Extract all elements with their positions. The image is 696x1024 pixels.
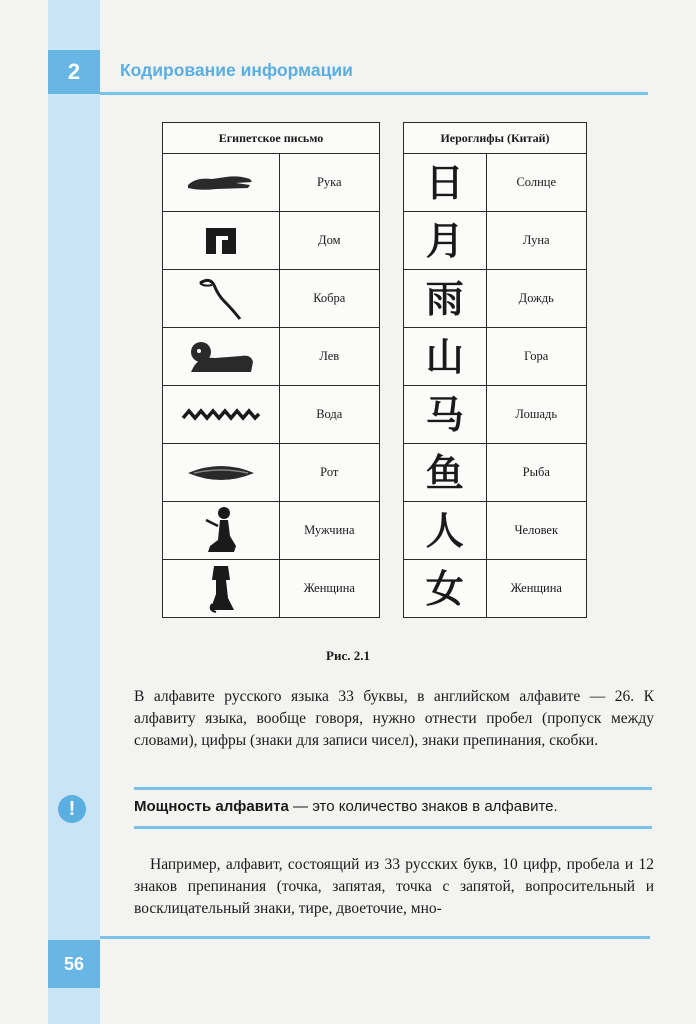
table-cell: Женщина xyxy=(279,560,379,618)
table-cell: Человек xyxy=(486,502,586,560)
hand-hieroglyph-icon xyxy=(163,154,280,212)
definition-text: — это количество знаков в алфавите. xyxy=(288,798,558,815)
definition-block xyxy=(134,798,652,815)
table-row xyxy=(163,328,380,386)
chinese-glyph: 月 xyxy=(404,212,487,270)
definition-top-rule xyxy=(134,787,652,790)
definition-bottom-rule xyxy=(134,826,652,829)
figure-caption: Рис. 2.1 xyxy=(326,648,370,663)
water-hieroglyph-icon xyxy=(163,386,280,444)
table-cell: Рыба xyxy=(486,444,586,502)
chinese-glyph: 人 xyxy=(404,502,487,560)
table-row xyxy=(404,212,587,270)
exclamation-icon: ! xyxy=(58,795,86,823)
table-cell: Солнце xyxy=(486,154,586,212)
chapter-number: 2 xyxy=(48,50,100,94)
table-row xyxy=(404,560,587,618)
table-row xyxy=(404,270,587,328)
table-row xyxy=(163,444,380,502)
chinese-hieroglyphs-table xyxy=(403,122,587,618)
body-paragraph: Например, алфавит, состоящий из 33 русских букв, 10 цифр, пробела и 12 знаков препинания (точка, запятая, точка с запятой, вопросительный и восклицательный знаки, тире, двоеточие, мно- xyxy=(134,856,654,917)
chinese-glyph: 鱼 xyxy=(404,444,487,502)
table-cell: Лошадь xyxy=(486,386,586,444)
chinese-glyph: 日 xyxy=(404,154,487,212)
egypt-table-header: Египетское письмо xyxy=(163,123,380,154)
table-row xyxy=(163,502,380,560)
man-hieroglyph-icon xyxy=(163,502,280,560)
table-row xyxy=(163,154,380,212)
woman-hieroglyph-icon xyxy=(163,560,280,618)
page-sidebar-band xyxy=(48,0,100,1024)
cobra-hieroglyph-icon xyxy=(163,270,280,328)
table-row xyxy=(404,386,587,444)
table-cell: Лев xyxy=(279,328,379,386)
chinese-glyph: 山 xyxy=(404,328,487,386)
footer-rule xyxy=(100,936,650,939)
definition-term: Мощность алфавита xyxy=(134,798,289,815)
table-row xyxy=(404,154,587,212)
body-paragraph: В алфавите русского языка 33 буквы, в английском алфавите — 26. К алфавиту языка, вообще говоря, нужно отнести пробел (пропуск между словами), цифры (знаки для записи чисел), знаки препинания, скобки. xyxy=(134,688,654,749)
table-cell: Дом xyxy=(279,212,379,270)
chinese-glyph: 马 xyxy=(404,386,487,444)
china-table-header: Иероглифы (Китай) xyxy=(404,123,587,154)
chinese-glyph: 雨 xyxy=(404,270,487,328)
table-row xyxy=(163,270,380,328)
table-row xyxy=(163,560,380,618)
table-row xyxy=(163,386,380,444)
table-cell: Рука xyxy=(279,154,379,212)
table-row xyxy=(404,328,587,386)
table-cell: Женщина xyxy=(486,560,586,618)
table-row xyxy=(404,502,587,560)
chinese-glyph: 女 xyxy=(404,560,487,618)
page-number: 56 xyxy=(48,940,100,988)
mouth-hieroglyph-icon xyxy=(163,444,280,502)
table-cell: Луна xyxy=(486,212,586,270)
table-cell: Гора xyxy=(486,328,586,386)
table-cell: Мужчина xyxy=(279,502,379,560)
house-hieroglyph-icon xyxy=(163,212,280,270)
table-cell: Вода xyxy=(279,386,379,444)
chapter-title: Кодирование информации xyxy=(120,60,353,80)
egyptian-writing-table xyxy=(162,122,380,618)
table-cell: Рот xyxy=(279,444,379,502)
lion-hieroglyph-icon xyxy=(163,328,280,386)
table-cell: Кобра xyxy=(279,270,379,328)
header-rule xyxy=(100,92,648,95)
table-row xyxy=(404,444,587,502)
table-row xyxy=(163,212,380,270)
table-cell: Дождь xyxy=(486,270,586,328)
